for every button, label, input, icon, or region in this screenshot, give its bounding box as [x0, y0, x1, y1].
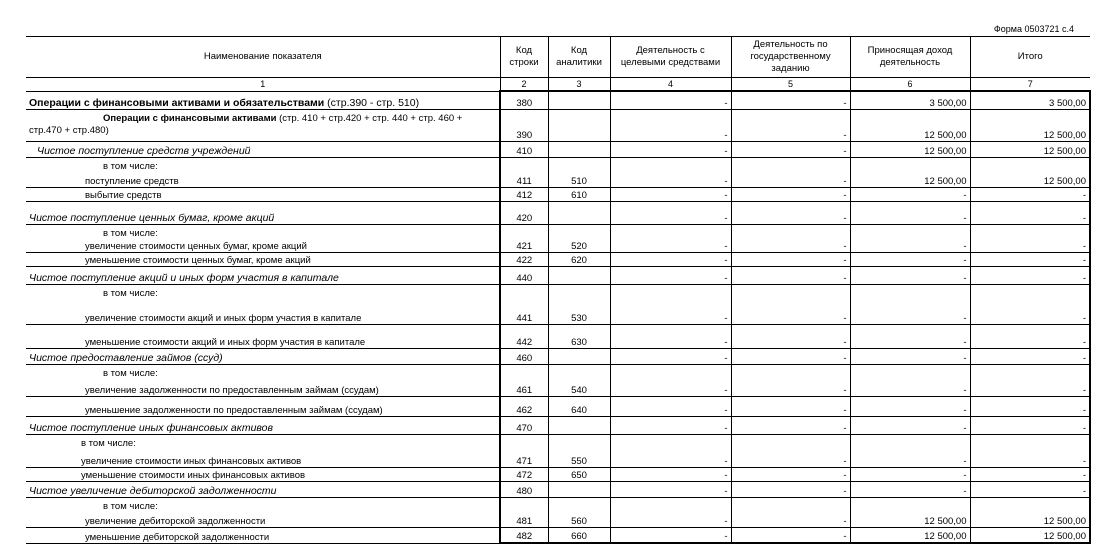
header-target: Деятельность с целевыми средствами	[610, 37, 731, 78]
row-income-cell: 12 500,00	[850, 527, 970, 543]
col-number: 6	[850, 78, 970, 92]
row-analytic-cell	[548, 416, 610, 434]
header-code: Код строки	[500, 37, 548, 78]
row-code-cell: 441	[500, 284, 548, 324]
row-subheading: в том числе:	[103, 367, 158, 379]
row-name-cell	[26, 91, 500, 109]
row-code-cell: 421	[500, 224, 548, 252]
row-state-cell: -	[731, 201, 850, 224]
row-target-cell: -	[610, 348, 731, 364]
row-total-cell: -	[970, 284, 1090, 324]
row-code-cell: 460	[500, 348, 548, 364]
row-income-cell: 3 500,00	[850, 91, 970, 109]
row-state-cell: -	[731, 284, 850, 324]
row-name-cell	[26, 396, 500, 416]
row-name: увеличение задолженности по предоставленным займам (ссудам)	[85, 384, 379, 396]
row-state-cell: -	[731, 527, 850, 543]
row-name: уменьшение стоимости ценных бумаг, кроме акций	[85, 254, 311, 266]
row-code-cell: 480	[500, 481, 548, 497]
row-code-cell: 380	[500, 91, 548, 109]
row-name-cell	[26, 364, 500, 396]
row-name-cell	[26, 467, 500, 481]
row-name-cell	[26, 201, 500, 224]
row-target-cell: -	[610, 324, 731, 348]
row-analytic-cell	[548, 266, 610, 284]
row-total-cell: 12 500,00	[970, 141, 1090, 157]
row-total-cell: -	[970, 187, 1090, 201]
row-name: Операции с финансовыми активами	[103, 113, 277, 124]
row-income-cell: -	[850, 348, 970, 364]
row-code-cell: 420	[500, 201, 548, 224]
table-row	[26, 467, 1090, 481]
col-number: 2	[500, 78, 548, 92]
row-name-cell	[26, 187, 500, 201]
row-analytic-cell: 560	[548, 497, 610, 527]
row-income-cell: -	[850, 187, 970, 201]
row-income-cell: -	[850, 416, 970, 434]
row-target-cell: -	[610, 187, 731, 201]
table-row	[26, 91, 1090, 109]
row-analytic-cell: 520	[548, 224, 610, 252]
row-state-cell: -	[731, 187, 850, 201]
row-name: Чистое поступление ценных бумаг, кроме акций	[29, 211, 275, 224]
row-target-cell: -	[610, 284, 731, 324]
row-subheading: в том числе:	[103, 160, 158, 172]
row-analytic-cell: 650	[548, 467, 610, 481]
row-total-cell: 3 500,00	[970, 91, 1090, 109]
row-state-cell: -	[731, 497, 850, 527]
row-state-cell: -	[731, 467, 850, 481]
row-name: увеличение стоимости иных финансовых активов	[81, 455, 302, 467]
row-name: Чистое предоставление займов (ссуд)	[29, 351, 223, 364]
table-row	[26, 224, 1090, 252]
row-target-cell: -	[610, 224, 731, 252]
row-code-cell: 461	[500, 364, 548, 396]
row-income-cell: -	[850, 252, 970, 266]
row-target-cell: -	[610, 434, 731, 467]
col-number: 1	[26, 78, 500, 92]
table-row	[26, 187, 1090, 201]
row-income-cell: 12 500,00	[850, 497, 970, 527]
row-code-cell: 410	[500, 141, 548, 157]
row-code-cell: 481	[500, 497, 548, 527]
row-analytic-cell: 550	[548, 434, 610, 467]
table-row	[26, 416, 1090, 434]
table-row	[26, 252, 1090, 266]
row-state-cell: -	[731, 141, 850, 157]
row-target-cell: -	[610, 266, 731, 284]
row-total-cell: -	[970, 467, 1090, 481]
row-name-cell	[26, 266, 500, 284]
row-analytic-cell	[548, 348, 610, 364]
row-income-cell: -	[850, 224, 970, 252]
col-number: 4	[610, 78, 731, 92]
row-state-cell: -	[731, 157, 850, 187]
row-state-cell: -	[731, 324, 850, 348]
table-row	[26, 434, 1090, 467]
row-target-cell: -	[610, 396, 731, 416]
row-name-cell	[26, 284, 500, 324]
row-total-cell: -	[970, 224, 1090, 252]
row-state-cell: -	[731, 396, 850, 416]
row-name: уменьшение задолженности по предоставленным займам (ссудам)	[85, 404, 383, 416]
table-row	[26, 527, 1090, 543]
row-name-cell	[26, 348, 500, 364]
row-state-cell: -	[731, 266, 850, 284]
row-total-cell: -	[970, 324, 1090, 348]
row-income-cell: -	[850, 396, 970, 416]
row-total-cell: -	[970, 481, 1090, 497]
row-income-cell: -	[850, 266, 970, 284]
row-analytic-cell: 510	[548, 157, 610, 187]
table-row	[26, 284, 1090, 324]
row-income-cell: -	[850, 201, 970, 224]
row-name-cell	[26, 157, 500, 187]
row-target-cell: -	[610, 157, 731, 187]
row-total-cell: -	[970, 348, 1090, 364]
row-name-cell	[26, 224, 500, 252]
row-total-cell: -	[970, 266, 1090, 284]
row-state-cell: -	[731, 364, 850, 396]
row-analytic-cell: 610	[548, 187, 610, 201]
row-target-cell: -	[610, 481, 731, 497]
row-code-cell: 412	[500, 187, 548, 201]
row-name: увеличение стоимости акций и иных форм участия в капитале	[85, 312, 362, 324]
row-name: уменьшение стоимости акций и иных форм участия в капитале	[85, 336, 366, 348]
table-row	[26, 141, 1090, 157]
row-name-cell	[26, 324, 500, 348]
row-total-cell: -	[970, 364, 1090, 396]
row-name-cell	[26, 481, 500, 497]
row-analytic-cell	[548, 481, 610, 497]
row-target-cell: -	[610, 416, 731, 434]
table-row	[26, 266, 1090, 284]
row-name-cell	[26, 252, 500, 266]
row-total-cell: -	[970, 201, 1090, 224]
row-name: Операции с финансовыми активами и обязательствами	[29, 96, 325, 109]
row-name: Чистое поступление средств учреждений	[37, 144, 251, 157]
row-analytic-cell: 660	[548, 527, 610, 543]
row-income-cell: -	[850, 284, 970, 324]
financial-assets-table	[26, 36, 1091, 544]
row-state-cell: -	[731, 348, 850, 364]
row-state-cell: -	[731, 224, 850, 252]
row-target-cell: -	[610, 141, 731, 157]
row-total-cell: -	[970, 252, 1090, 266]
row-name-cell	[26, 109, 500, 141]
row-state-cell: -	[731, 91, 850, 109]
row-total-cell: 12 500,00	[970, 497, 1090, 527]
row-name-cell	[26, 141, 500, 157]
row-total-cell: 12 500,00	[970, 157, 1090, 187]
row-analytic-cell: 640	[548, 396, 610, 416]
row-name: выбытие средств	[85, 189, 162, 201]
row-target-cell: -	[610, 109, 731, 141]
row-income-cell: 12 500,00	[850, 141, 970, 157]
table-row	[26, 157, 1090, 187]
table-row	[26, 497, 1090, 527]
row-name: уменьшение стоимости иных финансовых активов	[81, 469, 306, 481]
row-analytic-cell: 630	[548, 324, 610, 348]
header-analytic: Код аналитики	[548, 37, 610, 78]
row-name-suffix: (стр.390 - стр. 510)	[324, 96, 420, 109]
row-target-cell: -	[610, 201, 731, 224]
table-row	[26, 364, 1090, 396]
row-analytic-cell: 530	[548, 284, 610, 324]
row-target-cell: -	[610, 252, 731, 266]
row-name: поступление средств	[85, 175, 179, 187]
table-row	[26, 481, 1090, 497]
row-subheading: в том числе:	[103, 287, 158, 299]
row-name: уменьшение дебиторской задолженности	[85, 531, 270, 543]
row-name-suffix: (стр. 410 + стр.420 + стр. 440 + стр. 460 + стр.470 + стр.480)	[29, 113, 463, 136]
row-name-cell	[26, 434, 500, 467]
row-name: Чистое увеличение дебиторской задолженности	[29, 484, 277, 497]
row-analytic-cell: 620	[548, 252, 610, 266]
row-total-cell: -	[970, 434, 1090, 467]
row-state-cell: -	[731, 434, 850, 467]
table-row	[26, 348, 1090, 364]
row-state-cell: -	[731, 109, 850, 141]
row-total-cell: -	[970, 396, 1090, 416]
table-row	[26, 396, 1090, 416]
row-target-cell: -	[610, 527, 731, 543]
row-total-cell: 12 500,00	[970, 527, 1090, 543]
row-name: Чистое поступление иных финансовых активов	[29, 421, 273, 434]
row-code-cell: 390	[500, 109, 548, 141]
row-target-cell: -	[610, 497, 731, 527]
row-code-cell: 411	[500, 157, 548, 187]
row-subheading: в том числе:	[103, 500, 158, 512]
row-target-cell: -	[610, 364, 731, 396]
col-number: 5	[731, 78, 850, 92]
row-name: увеличение стоимости ценных бумаг, кроме акций	[85, 240, 307, 252]
header-income: Приносящая доход деятельность	[850, 37, 970, 78]
row-analytic-cell	[548, 109, 610, 141]
row-income-cell: -	[850, 467, 970, 481]
table-row	[26, 201, 1090, 224]
row-income-cell: -	[850, 434, 970, 467]
header-total: Итого	[970, 37, 1090, 78]
form-number-label: Форма 0503721 с.4	[993, 24, 1074, 34]
row-code-cell: 482	[500, 527, 548, 543]
row-target-cell: -	[610, 91, 731, 109]
col-number: 7	[970, 78, 1090, 92]
row-code-cell: 422	[500, 252, 548, 266]
row-income-cell: -	[850, 481, 970, 497]
row-code-cell: 442	[500, 324, 548, 348]
row-code-cell: 462	[500, 396, 548, 416]
row-analytic-cell	[548, 91, 610, 109]
row-subheading: в том числе:	[81, 437, 136, 449]
row-analytic-cell: 540	[548, 364, 610, 396]
row-code-cell: 440	[500, 266, 548, 284]
row-name: Чистое поступление акций и иных форм участия в капитале	[29, 271, 339, 284]
row-code-cell: 470	[500, 416, 548, 434]
row-state-cell: -	[731, 481, 850, 497]
table-row	[26, 109, 1090, 141]
header-name: Наименование показателя	[26, 37, 500, 78]
col-number: 3	[548, 78, 610, 92]
row-analytic-cell	[548, 141, 610, 157]
row-total-cell: -	[970, 416, 1090, 434]
row-subheading: в том числе:	[103, 227, 158, 239]
row-income-cell: -	[850, 364, 970, 396]
row-name: увеличение дебиторской задолженности	[85, 515, 266, 527]
row-income-cell: 12 500,00	[850, 157, 970, 187]
row-income-cell: 12 500,00	[850, 109, 970, 141]
table-row	[26, 324, 1090, 348]
row-code-cell: 471	[500, 434, 548, 467]
row-name-cell	[26, 527, 500, 543]
row-state-cell: -	[731, 252, 850, 266]
row-analytic-cell	[548, 201, 610, 224]
row-code-cell: 472	[500, 467, 548, 481]
row-total-cell: 12 500,00	[970, 109, 1090, 141]
header-state: Деятельность по государственному заданию	[731, 37, 850, 78]
row-name-cell	[26, 416, 500, 434]
row-target-cell: -	[610, 467, 731, 481]
row-state-cell: -	[731, 416, 850, 434]
row-name-cell	[26, 497, 500, 527]
row-income-cell: -	[850, 324, 970, 348]
